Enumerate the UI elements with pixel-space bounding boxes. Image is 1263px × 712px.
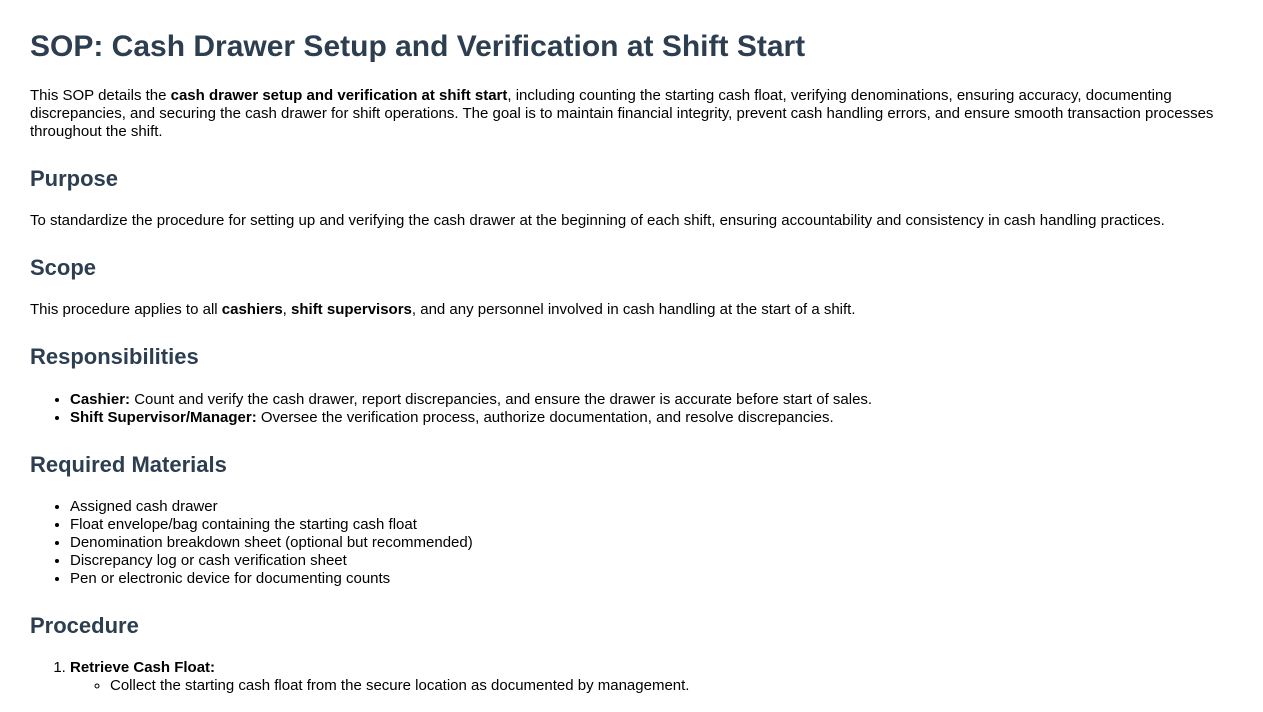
list-item: • Pen or electronic device for documenting counts <box>70 570 1231 588</box>
list-item <box>70 391 1231 409</box>
procedure-substep: ◦ Collect the starting cash float from the secure location as documented by management. <box>110 677 1231 695</box>
document-title: SOP: Cash Drawer Setup and Verification at Shift Start <box>30 30 806 63</box>
section-heading-scope: Scope <box>30 254 97 280</box>
procedure-steps-list <box>30 659 1231 695</box>
responsibility-description: Oversee the verification process, authorize documentation, and resolve discrepancies. <box>256 408 834 426</box>
section-heading-responsibilities: Responsibilities <box>30 344 199 370</box>
section-heading-required-materials: Required Materials <box>30 451 227 477</box>
scope-paragraph <box>30 301 1231 319</box>
intro-text-tail: , including counting the starting cash float, verifying denominations, ensuring accuracy, documenting discrepancies, and securing the cash drawer for shift operations. The goal is to maintain financial integrity, prevent cash handling errors, and ensure smooth transaction processes throughout the shift. <box>30 86 1214 140</box>
list-item: • Assigned cash drawer <box>70 498 1231 516</box>
intro-text-lead: This SOP details the <box>30 86 171 104</box>
intro-bold-phrase: cash drawer setup and verification at shift start <box>170 86 508 104</box>
responsibility-description: Count and verify the cash drawer, report discrepancies, and ensure the drawer is accurate before start of sales. <box>130 390 873 408</box>
responsibility-role-label: Cashier: <box>70 390 131 408</box>
purpose-paragraph: To standardize the procedure for setting up and verifying the cash drawer at the beginning of each shift, ensuring accountability and consistency in cash handling practices. <box>30 211 1165 229</box>
section-heading-purpose: Purpose <box>30 165 119 191</box>
scope-text-tail: , and any personnel involved in cash handling at the start of a shift. <box>411 301 856 319</box>
section-heading-procedure: Procedure <box>30 613 139 639</box>
scope-text-lead: This procedure applies to all <box>30 301 222 319</box>
scope-text-comma: , <box>282 301 292 319</box>
scope-bold-cashiers: cashiers <box>221 301 283 319</box>
list-item <box>70 409 1231 427</box>
required-materials-list <box>30 498 1231 588</box>
responsibility-role-label: Shift Supervisor/Manager: <box>70 408 257 426</box>
procedure-substeps-list <box>70 677 1231 695</box>
list-item: • Float envelope/bag containing the starting cash float <box>70 516 1231 534</box>
list-item: • Discrepancy log or cash verification sheet <box>70 552 1231 570</box>
scope-bold-supervisors: shift supervisors <box>291 301 412 319</box>
responsibilities-list <box>30 391 1231 427</box>
procedure-step-label: Retrieve Cash Float: <box>70 659 216 677</box>
list-item: • Denomination breakdown sheet (optional but recommended) <box>70 534 1231 552</box>
intro-paragraph <box>30 87 1231 141</box>
procedure-step <box>70 659 1231 695</box>
